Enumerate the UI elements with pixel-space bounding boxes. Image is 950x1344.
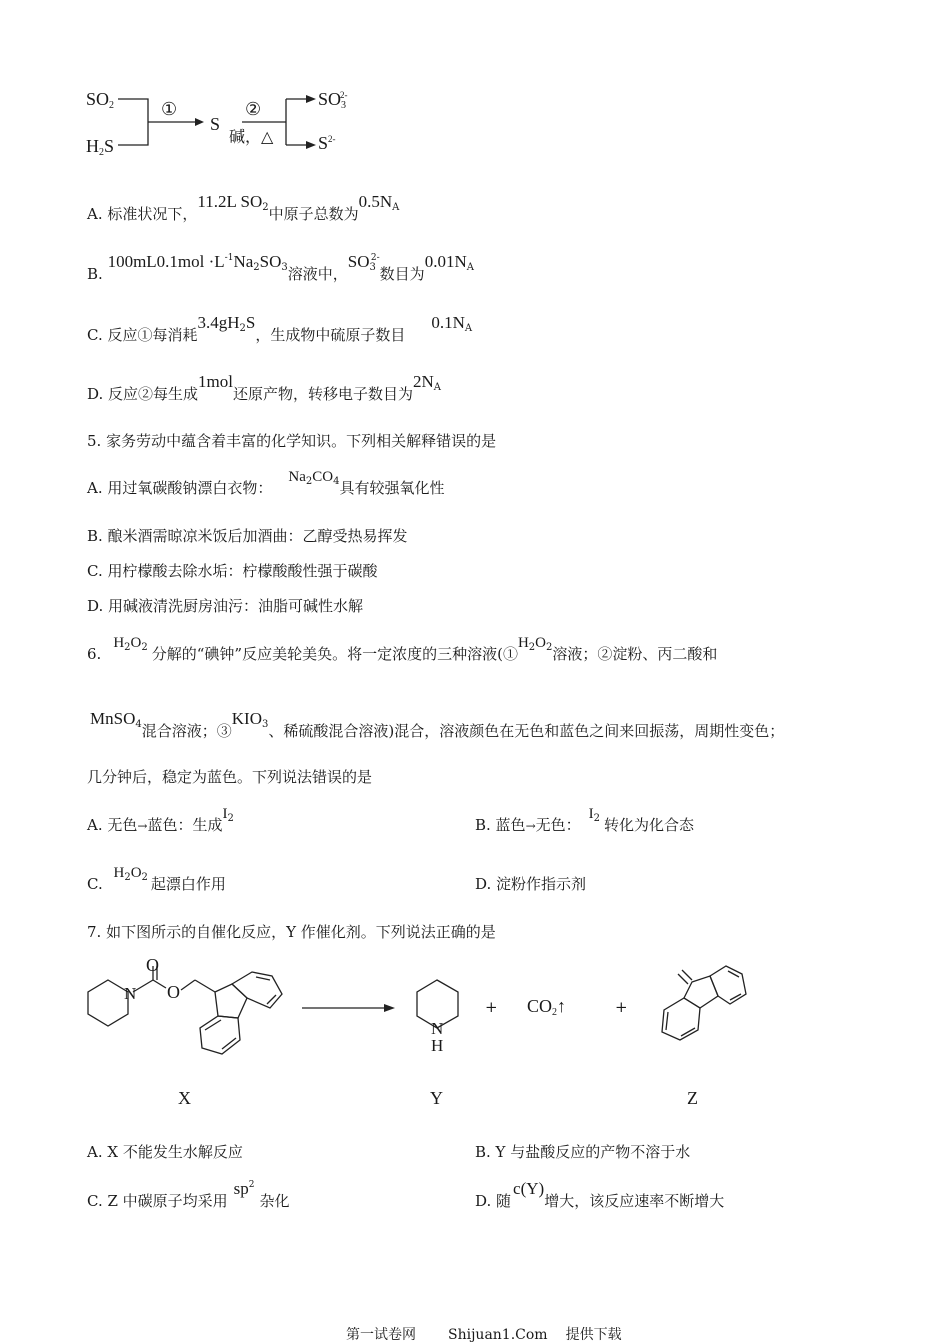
- x-piperidine-ring: [88, 980, 128, 1026]
- sulfur-formula: S: [210, 114, 221, 134]
- q6-option-d: D. 淀粉作指示剂: [475, 875, 587, 893]
- q7-option-a: A. X 不能发生水解反应: [87, 1143, 243, 1161]
- q4-option-b: B. $100mL0.1mol \cdot L^{-1}Na^2SO^3$溶液中，$SO^{32-}$数目为$0.01N^A$: [87, 252, 474, 283]
- q4-option-d: D. 反应②每生成1mol还原产物，转移电子数目为$2N^A$: [87, 372, 442, 403]
- q7-option-c: C. Z 中碳原子均采用$sp^2$杂化: [87, 1179, 290, 1210]
- label-x: X: [178, 1088, 191, 1108]
- q6-stem-line3: 几分钟后，稳定为蓝色。下列说法错误的是: [87, 768, 373, 786]
- footer: [346, 1328, 622, 1342]
- q6-option-a: A. 无色→蓝色：生成$I^2$: [87, 806, 234, 834]
- q7-option-b: B. Y 与盐酸反应的产物不溶于水: [475, 1143, 691, 1161]
- x-carbonyl-oxygen: O: [146, 955, 159, 975]
- molecule-structures: [0, 950, 950, 1150]
- plus-sign-2: +: [615, 998, 628, 1016]
- x-lower-benzene: [200, 1016, 240, 1054]
- step2-label: ②: [245, 99, 262, 119]
- y-hydrogen: H: [431, 1036, 444, 1055]
- q7-option-d: D. 随c(Y)增大，该反应速率不断增大: [475, 1179, 725, 1210]
- sulfide-formula: $S^{2-}$: [318, 133, 336, 153]
- footer-url[interactable]: Shijuan1.Com: [448, 1327, 548, 1343]
- q5-option-c: C. 用柠檬酸去除水垢：柠檬酸酸性强于碳酸: [87, 562, 378, 580]
- step1-label: ①: [161, 99, 178, 119]
- q4-option-a: A. 标准状况下，11.2L $SO^2$中原子总数为$0.5N^A$: [87, 192, 400, 223]
- condition-label: 碱，△: [229, 127, 274, 146]
- q6-option-b: B. 蓝色→无色：$I^2$ 转化为化合态: [475, 806, 695, 834]
- x-nitrogen: N: [124, 984, 137, 1003]
- q6-stem-line1: $6.H^2O^2$ 分解的“碘钟”反应美轮美奂。将一定浓度的三种溶液($①H^2O^2$溶液；②淀粉、丙二酸和: [87, 635, 718, 663]
- footer-download: 提供下载: [565, 1327, 622, 1343]
- co2-formula: $CO_2↑$: [527, 996, 567, 1018]
- q5-option-d: D. 用碱液清洗厨房油污：油脂可碱性水解: [87, 597, 364, 615]
- q6-option-c: C. $H^2O^2$ 起漂白作用: [87, 865, 226, 893]
- x-five-ring: [215, 984, 247, 1018]
- q6-stem-line2: MnSO$^4$混合溶液；③KIO$^3$、稀硫酸混合溶液)混合，溶液颜色在无色和蓝色之间来回振荡，周期性变色；: [90, 709, 785, 740]
- q5-option-a: A. 用过氧碳酸钠漂白衣物：$Na^2CO^4$具有较强氧化性: [87, 469, 445, 497]
- label-z: Z: [687, 1088, 698, 1108]
- footer-site: 第一试卷网: [346, 1327, 416, 1343]
- z-five-ring: [684, 976, 718, 1008]
- plus-sign-1: +: [485, 998, 498, 1016]
- scheme-arrows: [0, 0, 950, 200]
- h2s-formula: $H_2S$: [86, 136, 115, 158]
- sulfite-formula: $SO_3^{2-}$: [318, 89, 348, 111]
- q7-stem: 7. 如下图所示的自催化反应，Y 作催化剂。下列说法正确的是: [87, 923, 496, 941]
- q5-option-b: B. 酿米酒需晾凉米饭后加酒曲：乙醇受热易挥发: [87, 527, 408, 545]
- q4-option-c: C. 反应①每消耗$3.4gH^2S$，生成物中硫原子数目$0.1N^A$: [87, 313, 473, 344]
- y-nitrogen: N: [431, 1019, 444, 1038]
- x-ester-oxygen: O: [167, 982, 180, 1002]
- label-y: Y: [430, 1088, 443, 1108]
- q5-stem: 5. 家务劳动中蕴含着丰富的化学知识。下列相关解释错误的是: [87, 432, 497, 450]
- so2-formula: $SO_2$: [86, 89, 115, 111]
